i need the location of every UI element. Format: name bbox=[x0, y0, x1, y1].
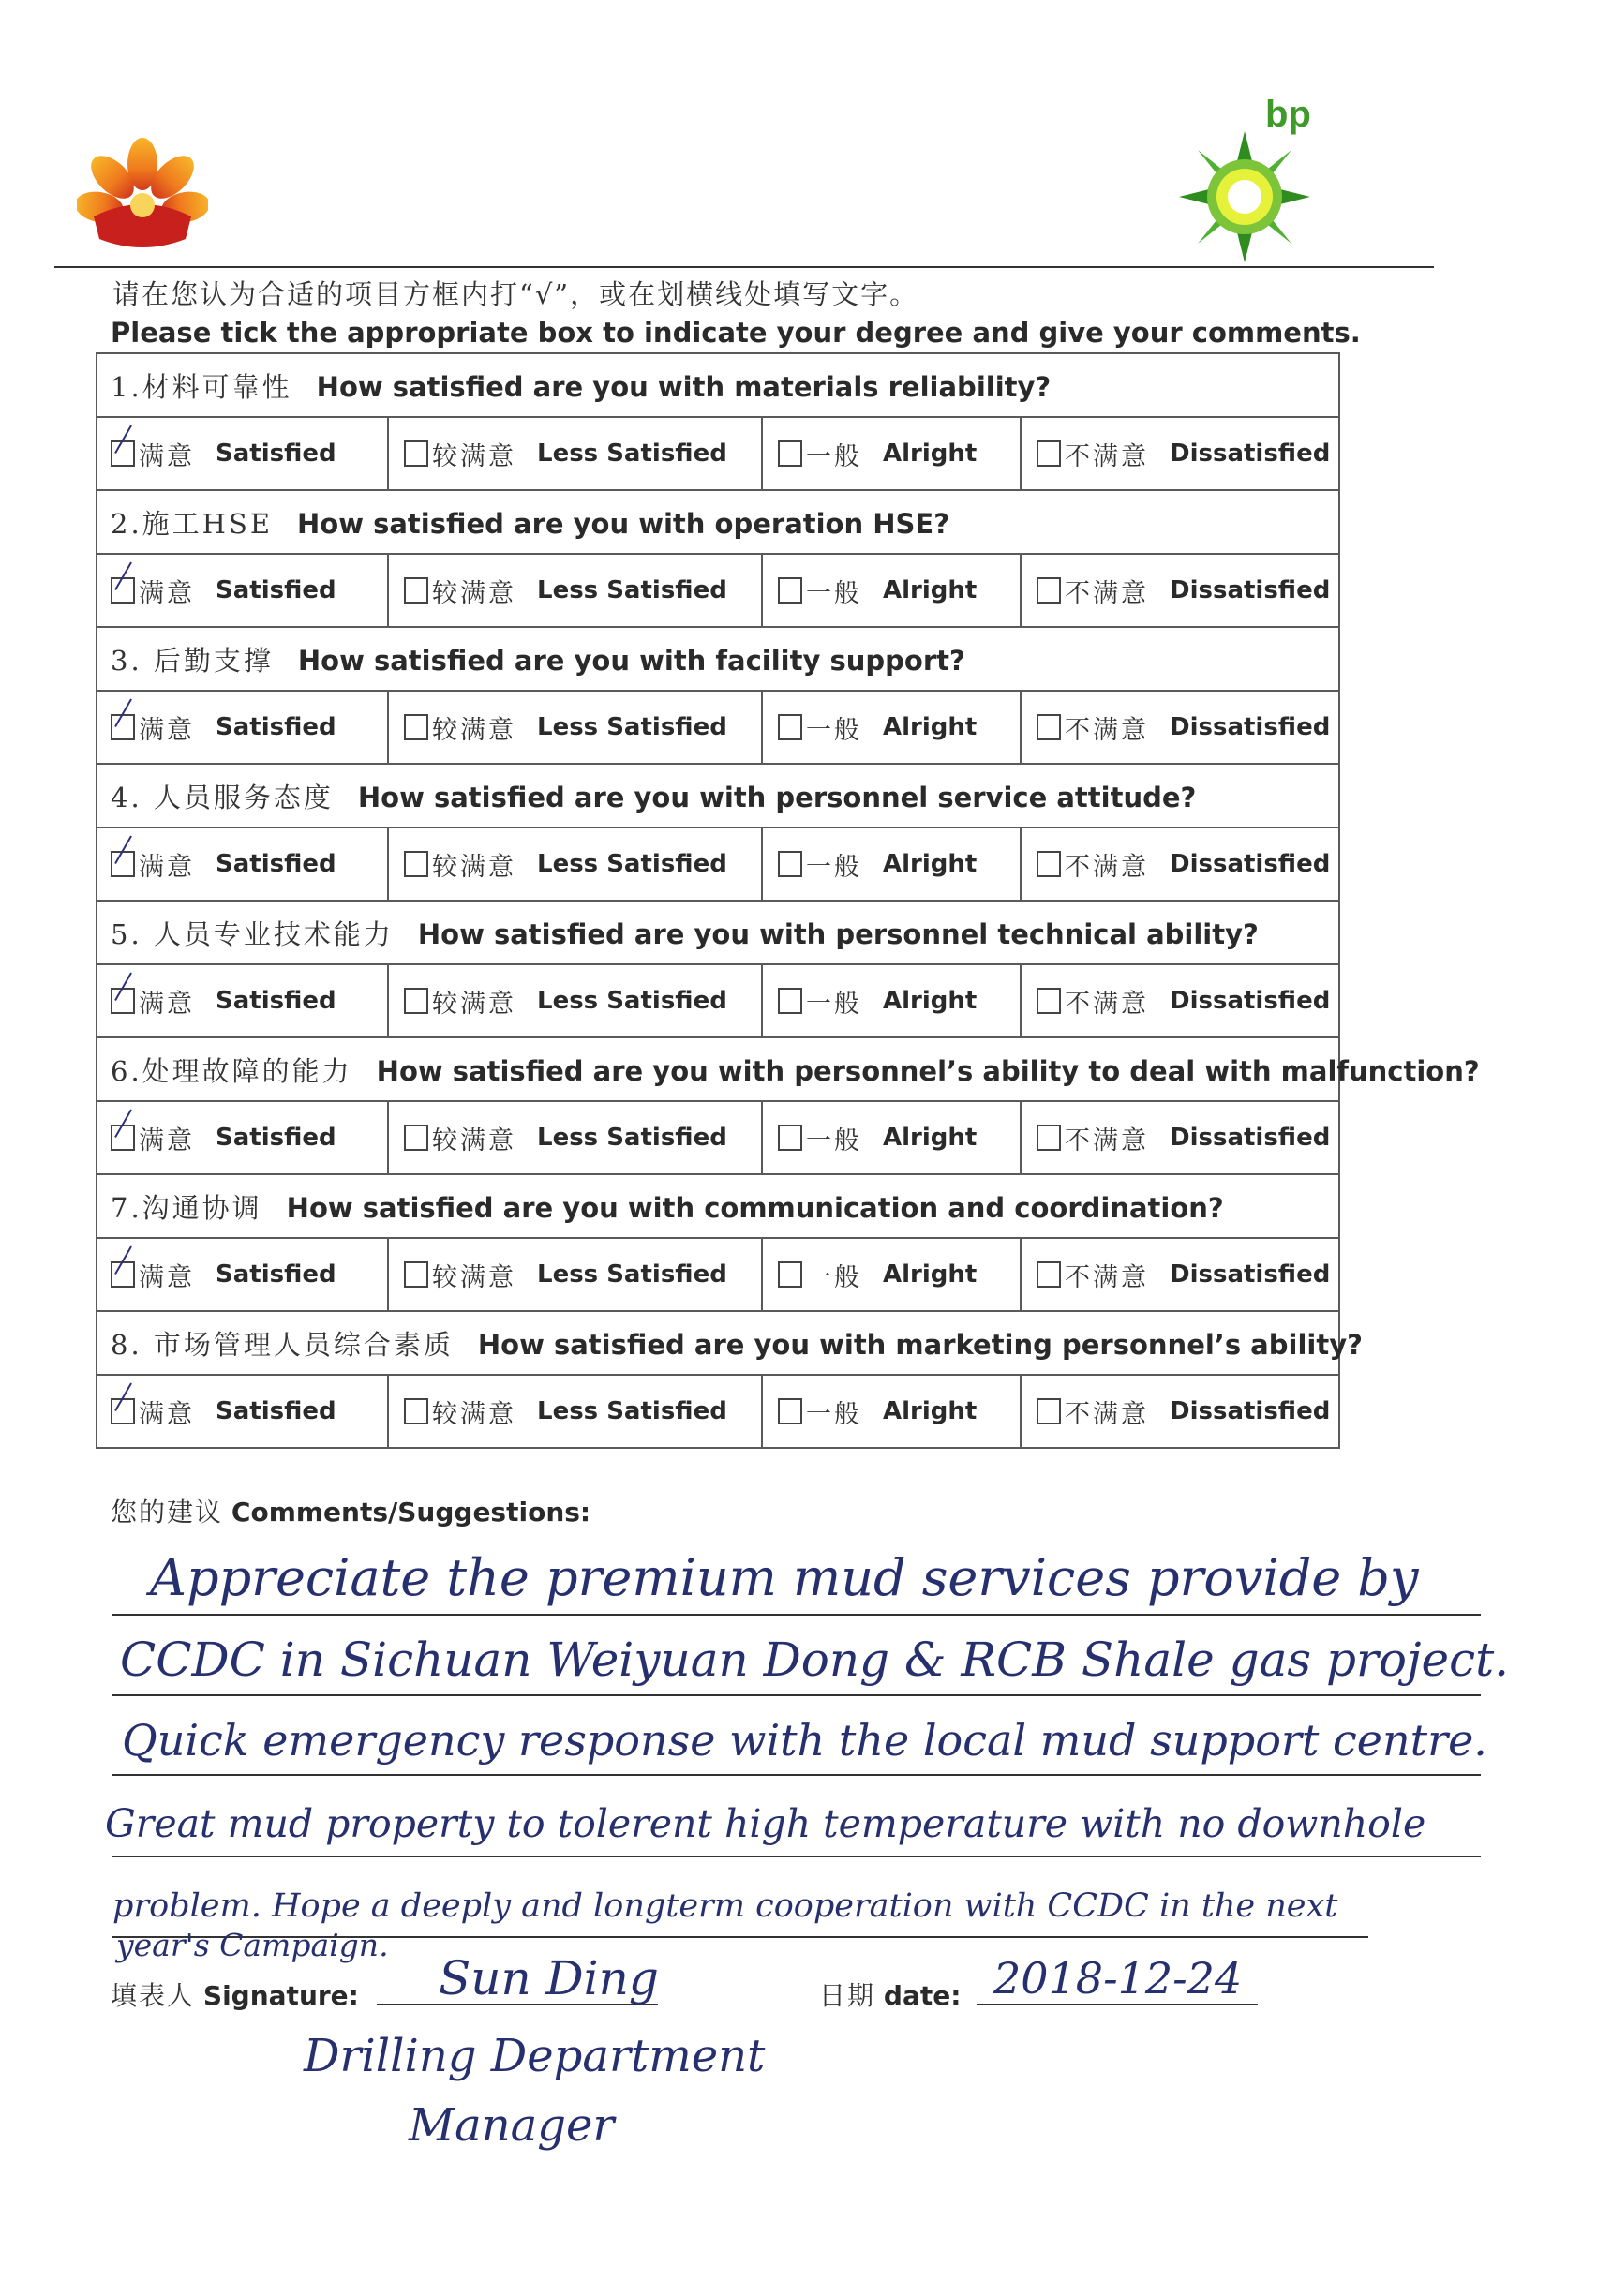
checkbox-alright[interactable] bbox=[778, 1398, 802, 1424]
checkbox-satisfied-ticked[interactable] bbox=[111, 1398, 135, 1424]
date-line bbox=[977, 2004, 1258, 2005]
option-label-cn: 满意 bbox=[139, 578, 195, 608]
answer-row-5 bbox=[97, 964, 1339, 1037]
answer-row-3 bbox=[97, 691, 1339, 764]
answer-row-7 bbox=[97, 1238, 1339, 1311]
comment-handwriting-4: Great mud property to tolerent high temperature with no downhole bbox=[105, 1801, 1426, 1846]
option-label-en: Alright bbox=[883, 713, 978, 741]
option-dissatisfied[interactable] bbox=[1021, 1238, 1339, 1311]
option-label-en: Less Satisfied bbox=[537, 576, 727, 604]
checkbox-less-satisfied[interactable] bbox=[404, 1125, 428, 1151]
question-row-7 bbox=[97, 1174, 1339, 1238]
option-label-en: Dissatisfied bbox=[1170, 850, 1331, 878]
checkbox-less-satisfied[interactable] bbox=[404, 988, 428, 1014]
question-label-cn: 8. 市场管理人员综合素质 bbox=[111, 1328, 454, 1361]
option-label-cn: 满意 bbox=[139, 852, 195, 882]
question-label-cn: 5. 人员专业技术能力 bbox=[111, 917, 394, 950]
comment-handwriting-1: Appreciate the premium mud services provide by bbox=[150, 1548, 1419, 1607]
option-satisfied[interactable] bbox=[97, 1238, 388, 1311]
comment-handwriting-5: problem. Hope a deeply and longterm cooperation with CCDC in the next bbox=[112, 1887, 1338, 1925]
option-label-en: Dissatisfied bbox=[1170, 713, 1331, 741]
option-less-satisfied[interactable] bbox=[388, 691, 762, 764]
checkbox-dissatisfied[interactable] bbox=[1037, 1261, 1061, 1288]
date-label-cn: 日期 bbox=[819, 1980, 876, 2011]
option-label-cn: 较满意 bbox=[432, 1262, 516, 1292]
question-row-8 bbox=[97, 1311, 1339, 1375]
option-label-cn: 较满意 bbox=[432, 715, 516, 745]
option-label-en: Less Satisfied bbox=[537, 987, 727, 1015]
question-row-1 bbox=[97, 353, 1339, 417]
signature-label-cn: 填表人 bbox=[111, 1980, 196, 2011]
option-label-en: Satisfied bbox=[216, 850, 336, 878]
question-cell bbox=[97, 1037, 1480, 1101]
comment-line-3 bbox=[112, 1774, 1481, 1776]
question-label-cn: 3. 后勤支撑 bbox=[111, 644, 274, 677]
option-dissatisfied[interactable] bbox=[1021, 1101, 1339, 1174]
comment-handwriting-3: Quick emergency response with the local mud support centre. bbox=[122, 1715, 1487, 1766]
option-label-en: Satisfied bbox=[216, 1397, 336, 1425]
option-label-cn: 不满意 bbox=[1065, 441, 1149, 471]
option-label-cn: 一般 bbox=[806, 852, 862, 882]
date-value: 2018-12-24 bbox=[993, 1953, 1243, 2004]
comments-label-en: Comments/Suggestions: bbox=[231, 1497, 591, 1528]
option-alright[interactable] bbox=[762, 554, 1021, 627]
option-label-cn: 满意 bbox=[139, 441, 195, 471]
option-satisfied[interactable] bbox=[97, 964, 388, 1037]
option-alright[interactable] bbox=[762, 1101, 1021, 1174]
header-divider bbox=[54, 266, 1434, 268]
option-label-en: Less Satisfied bbox=[537, 850, 727, 878]
option-less-satisfied[interactable] bbox=[388, 1238, 762, 1311]
checkbox-alright[interactable] bbox=[778, 988, 802, 1014]
answer-row-4 bbox=[97, 827, 1339, 901]
question-label-cn: 6.处理故障的能力 bbox=[111, 1054, 352, 1087]
checkbox-dissatisfied[interactable] bbox=[1037, 851, 1061, 877]
option-label-cn: 较满意 bbox=[432, 1126, 516, 1155]
checkbox-satisfied-ticked[interactable] bbox=[111, 577, 135, 604]
question-label-en: How satisfied are you with personnel’s ability to deal with malfunction? bbox=[376, 1054, 1480, 1087]
option-label-cn: 不满意 bbox=[1065, 1399, 1149, 1429]
checkbox-dissatisfied[interactable] bbox=[1037, 577, 1061, 604]
option-alright[interactable] bbox=[762, 691, 1021, 764]
checkbox-satisfied-ticked[interactable] bbox=[111, 714, 135, 740]
checkbox-less-satisfied[interactable] bbox=[404, 440, 428, 467]
option-less-satisfied[interactable] bbox=[388, 1375, 762, 1448]
question-label-en: How satisfied are you with personnel service attitude? bbox=[357, 781, 1197, 813]
option-label-en: Satisfied bbox=[216, 440, 336, 468]
option-satisfied[interactable] bbox=[97, 827, 388, 901]
signature-label-en: Signature: bbox=[202, 1980, 359, 2011]
option-less-satisfied[interactable] bbox=[388, 1101, 762, 1174]
answer-row-1 bbox=[97, 417, 1339, 490]
option-label-cn: 满意 bbox=[139, 715, 195, 745]
checkbox-dissatisfied[interactable] bbox=[1037, 714, 1061, 740]
option-dissatisfied[interactable] bbox=[1021, 554, 1339, 627]
option-alright[interactable] bbox=[762, 964, 1021, 1037]
date-label bbox=[819, 1975, 961, 2013]
question-label-cn: 1.材料可靠性 bbox=[111, 370, 292, 403]
option-alright[interactable] bbox=[762, 827, 1021, 901]
signature-value: Sun Ding bbox=[439, 1951, 659, 2005]
option-label-cn: 一般 bbox=[806, 578, 862, 608]
answer-row-8 bbox=[97, 1375, 1339, 1448]
checkbox-alright[interactable] bbox=[778, 714, 802, 740]
cnpc-logo bbox=[77, 136, 208, 258]
option-label-cn: 一般 bbox=[806, 1262, 862, 1292]
option-label-cn: 不满意 bbox=[1065, 852, 1149, 882]
option-label-cn: 一般 bbox=[806, 1126, 862, 1155]
option-label-en: Alright bbox=[883, 440, 978, 468]
option-label-en: Less Satisfied bbox=[537, 1124, 727, 1152]
option-label-en: Satisfied bbox=[216, 1124, 336, 1152]
option-alright[interactable] bbox=[762, 1375, 1021, 1448]
option-label-en: Satisfied bbox=[216, 576, 336, 604]
question-row-4 bbox=[97, 764, 1339, 827]
question-row-5 bbox=[97, 901, 1339, 964]
option-label-en: Dissatisfied bbox=[1170, 1260, 1331, 1289]
date-label-en: date: bbox=[883, 1980, 962, 2011]
option-label-cn: 不满意 bbox=[1065, 715, 1149, 745]
checkbox-less-satisfied[interactable] bbox=[404, 1261, 428, 1288]
question-cell bbox=[97, 1311, 1363, 1375]
question-label-en: How satisfied are you with facility support? bbox=[297, 644, 965, 677]
question-row-2 bbox=[97, 490, 1339, 554]
option-label-en: Less Satisfied bbox=[537, 713, 727, 741]
option-satisfied[interactable] bbox=[97, 691, 388, 764]
checkbox-satisfied-ticked[interactable] bbox=[111, 1261, 135, 1288]
option-less-satisfied[interactable] bbox=[388, 964, 762, 1037]
option-label-en: Alright bbox=[883, 850, 978, 878]
answer-row-2 bbox=[97, 554, 1339, 627]
checkbox-dissatisfied[interactable] bbox=[1037, 1398, 1061, 1424]
checkbox-alright[interactable] bbox=[778, 1261, 802, 1288]
option-label-en: Dissatisfied bbox=[1170, 576, 1331, 604]
instructions-en: Please tick the appropriate box to indicate your degree and give your comments. bbox=[111, 317, 1361, 349]
question-label-en: How satisfied are you with personnel technical ability? bbox=[417, 917, 1259, 950]
question-cell bbox=[97, 764, 1339, 827]
question-label-cn: 7.沟通协调 bbox=[111, 1191, 262, 1224]
question-cell bbox=[97, 490, 1339, 554]
option-label-cn: 较满意 bbox=[432, 441, 516, 471]
option-label-cn: 一般 bbox=[806, 715, 862, 745]
comment-line-2 bbox=[112, 1694, 1481, 1696]
option-satisfied[interactable] bbox=[97, 1101, 388, 1174]
survey-table bbox=[96, 352, 1480, 1449]
option-alright[interactable] bbox=[762, 417, 1021, 490]
option-label-en: Less Satisfied bbox=[537, 440, 727, 468]
option-dissatisfied[interactable] bbox=[1021, 827, 1339, 901]
option-label-cn: 一般 bbox=[806, 989, 862, 1019]
instructions-cn: 请在您认为合适的项目方框内打“√”，或在划横线处填写文字。 bbox=[112, 278, 919, 310]
question-label-cn: 4. 人员服务态度 bbox=[111, 781, 334, 813]
option-less-satisfied[interactable] bbox=[388, 417, 762, 490]
option-label-cn: 一般 bbox=[806, 441, 862, 471]
option-label-en: Alright bbox=[883, 576, 978, 604]
option-label-en: Alright bbox=[883, 1260, 978, 1289]
option-label-en: Satisfied bbox=[216, 1260, 336, 1289]
question-cell bbox=[97, 1174, 1339, 1238]
option-dissatisfied[interactable] bbox=[1021, 417, 1339, 490]
option-label-en: Satisfied bbox=[216, 987, 336, 1015]
option-label-cn: 不满意 bbox=[1065, 578, 1149, 608]
checkbox-satisfied-ticked[interactable] bbox=[111, 1125, 135, 1151]
signature-label bbox=[111, 1975, 359, 2013]
question-cell bbox=[97, 627, 1339, 691]
option-label-en: Dissatisfied bbox=[1170, 1397, 1331, 1425]
question-label-cn: 2.施工HSE bbox=[111, 507, 273, 540]
question-cell bbox=[97, 353, 1339, 417]
option-label-cn: 较满意 bbox=[432, 989, 516, 1019]
option-label-en: Dissatisfied bbox=[1170, 987, 1331, 1015]
checkbox-alright[interactable] bbox=[778, 1125, 802, 1151]
question-label-en: How satisfied are you with materials reliability? bbox=[316, 370, 1052, 403]
option-less-satisfied[interactable] bbox=[388, 554, 762, 627]
option-label-en: Less Satisfied bbox=[537, 1397, 727, 1425]
option-label-cn: 较满意 bbox=[432, 578, 516, 608]
checkbox-satisfied-ticked[interactable] bbox=[111, 440, 135, 467]
option-label-en: Dissatisfied bbox=[1170, 440, 1331, 468]
option-label-cn: 满意 bbox=[139, 989, 195, 1019]
question-cell bbox=[97, 901, 1339, 964]
checkbox-satisfied-ticked[interactable] bbox=[111, 851, 135, 877]
option-label-en: Alright bbox=[883, 987, 978, 1015]
option-label-cn: 满意 bbox=[139, 1126, 195, 1155]
answer-row-6 bbox=[97, 1101, 1339, 1174]
option-label-cn: 满意 bbox=[139, 1262, 195, 1292]
option-label-en: Alright bbox=[883, 1124, 978, 1152]
checkbox-less-satisfied[interactable] bbox=[404, 714, 428, 740]
checkbox-dissatisfied[interactable] bbox=[1037, 440, 1061, 467]
checkbox-dissatisfied[interactable] bbox=[1037, 1125, 1061, 1151]
option-label-en: Dissatisfied bbox=[1170, 1124, 1331, 1152]
comment-line-4 bbox=[112, 1856, 1481, 1857]
signer-title-line1: Drilling Department bbox=[304, 2030, 766, 2082]
checkbox-dissatisfied[interactable] bbox=[1037, 988, 1061, 1014]
option-label-cn: 较满意 bbox=[432, 852, 516, 882]
option-label-en: Alright bbox=[883, 1397, 978, 1425]
option-label-cn: 一般 bbox=[806, 1399, 862, 1429]
checkbox-alright[interactable] bbox=[778, 440, 802, 467]
bp-wordmark: bp bbox=[1265, 94, 1311, 135]
option-less-satisfied[interactable] bbox=[388, 827, 762, 901]
option-label-en: Less Satisfied bbox=[537, 1260, 727, 1289]
option-satisfied[interactable] bbox=[97, 554, 388, 627]
checkbox-alright[interactable] bbox=[778, 851, 802, 877]
question-row-3 bbox=[97, 627, 1339, 691]
question-row-6 bbox=[97, 1037, 1339, 1101]
option-dissatisfied[interactable] bbox=[1021, 691, 1339, 764]
question-label-en: How satisfied are you with operation HSE? bbox=[297, 507, 950, 540]
option-label-cn: 不满意 bbox=[1065, 1262, 1149, 1292]
checkbox-less-satisfied[interactable] bbox=[404, 1398, 428, 1424]
bp-helios-icon bbox=[1179, 131, 1310, 262]
comment-line-1 bbox=[112, 1614, 1481, 1616]
question-label-en: How satisfied are you with marketing personnel’s ability? bbox=[477, 1328, 1363, 1361]
option-label-cn: 不满意 bbox=[1065, 989, 1149, 1019]
option-satisfied[interactable] bbox=[97, 417, 388, 490]
option-satisfied[interactable] bbox=[97, 1375, 388, 1448]
comments-label-cn: 您的建议 bbox=[111, 1497, 224, 1528]
option-alright[interactable] bbox=[762, 1238, 1021, 1311]
bp-logo bbox=[1179, 94, 1320, 262]
comments-label bbox=[111, 1492, 590, 1529]
question-label-en: How satisfied are you with communication and coordination? bbox=[286, 1191, 1224, 1224]
comment-handwriting-2: CCDC in Sichuan Weiyuan Dong & RCB Shale gas project. bbox=[120, 1633, 1510, 1687]
option-dissatisfied[interactable] bbox=[1021, 964, 1339, 1037]
option-label-cn: 满意 bbox=[139, 1399, 195, 1429]
comment-handwriting-6: year's Campaign. bbox=[116, 1927, 389, 1963]
checkbox-satisfied-ticked[interactable] bbox=[111, 988, 135, 1014]
checkbox-alright[interactable] bbox=[778, 577, 802, 604]
option-dissatisfied[interactable] bbox=[1021, 1375, 1339, 1448]
checkbox-less-satisfied[interactable] bbox=[404, 577, 428, 604]
checkbox-less-satisfied[interactable] bbox=[404, 851, 428, 877]
option-label-cn: 较满意 bbox=[432, 1399, 516, 1429]
signer-title-line2: Manager bbox=[409, 2099, 615, 2152]
option-label-en: Satisfied bbox=[216, 713, 336, 741]
option-label-cn: 不满意 bbox=[1065, 1126, 1149, 1155]
